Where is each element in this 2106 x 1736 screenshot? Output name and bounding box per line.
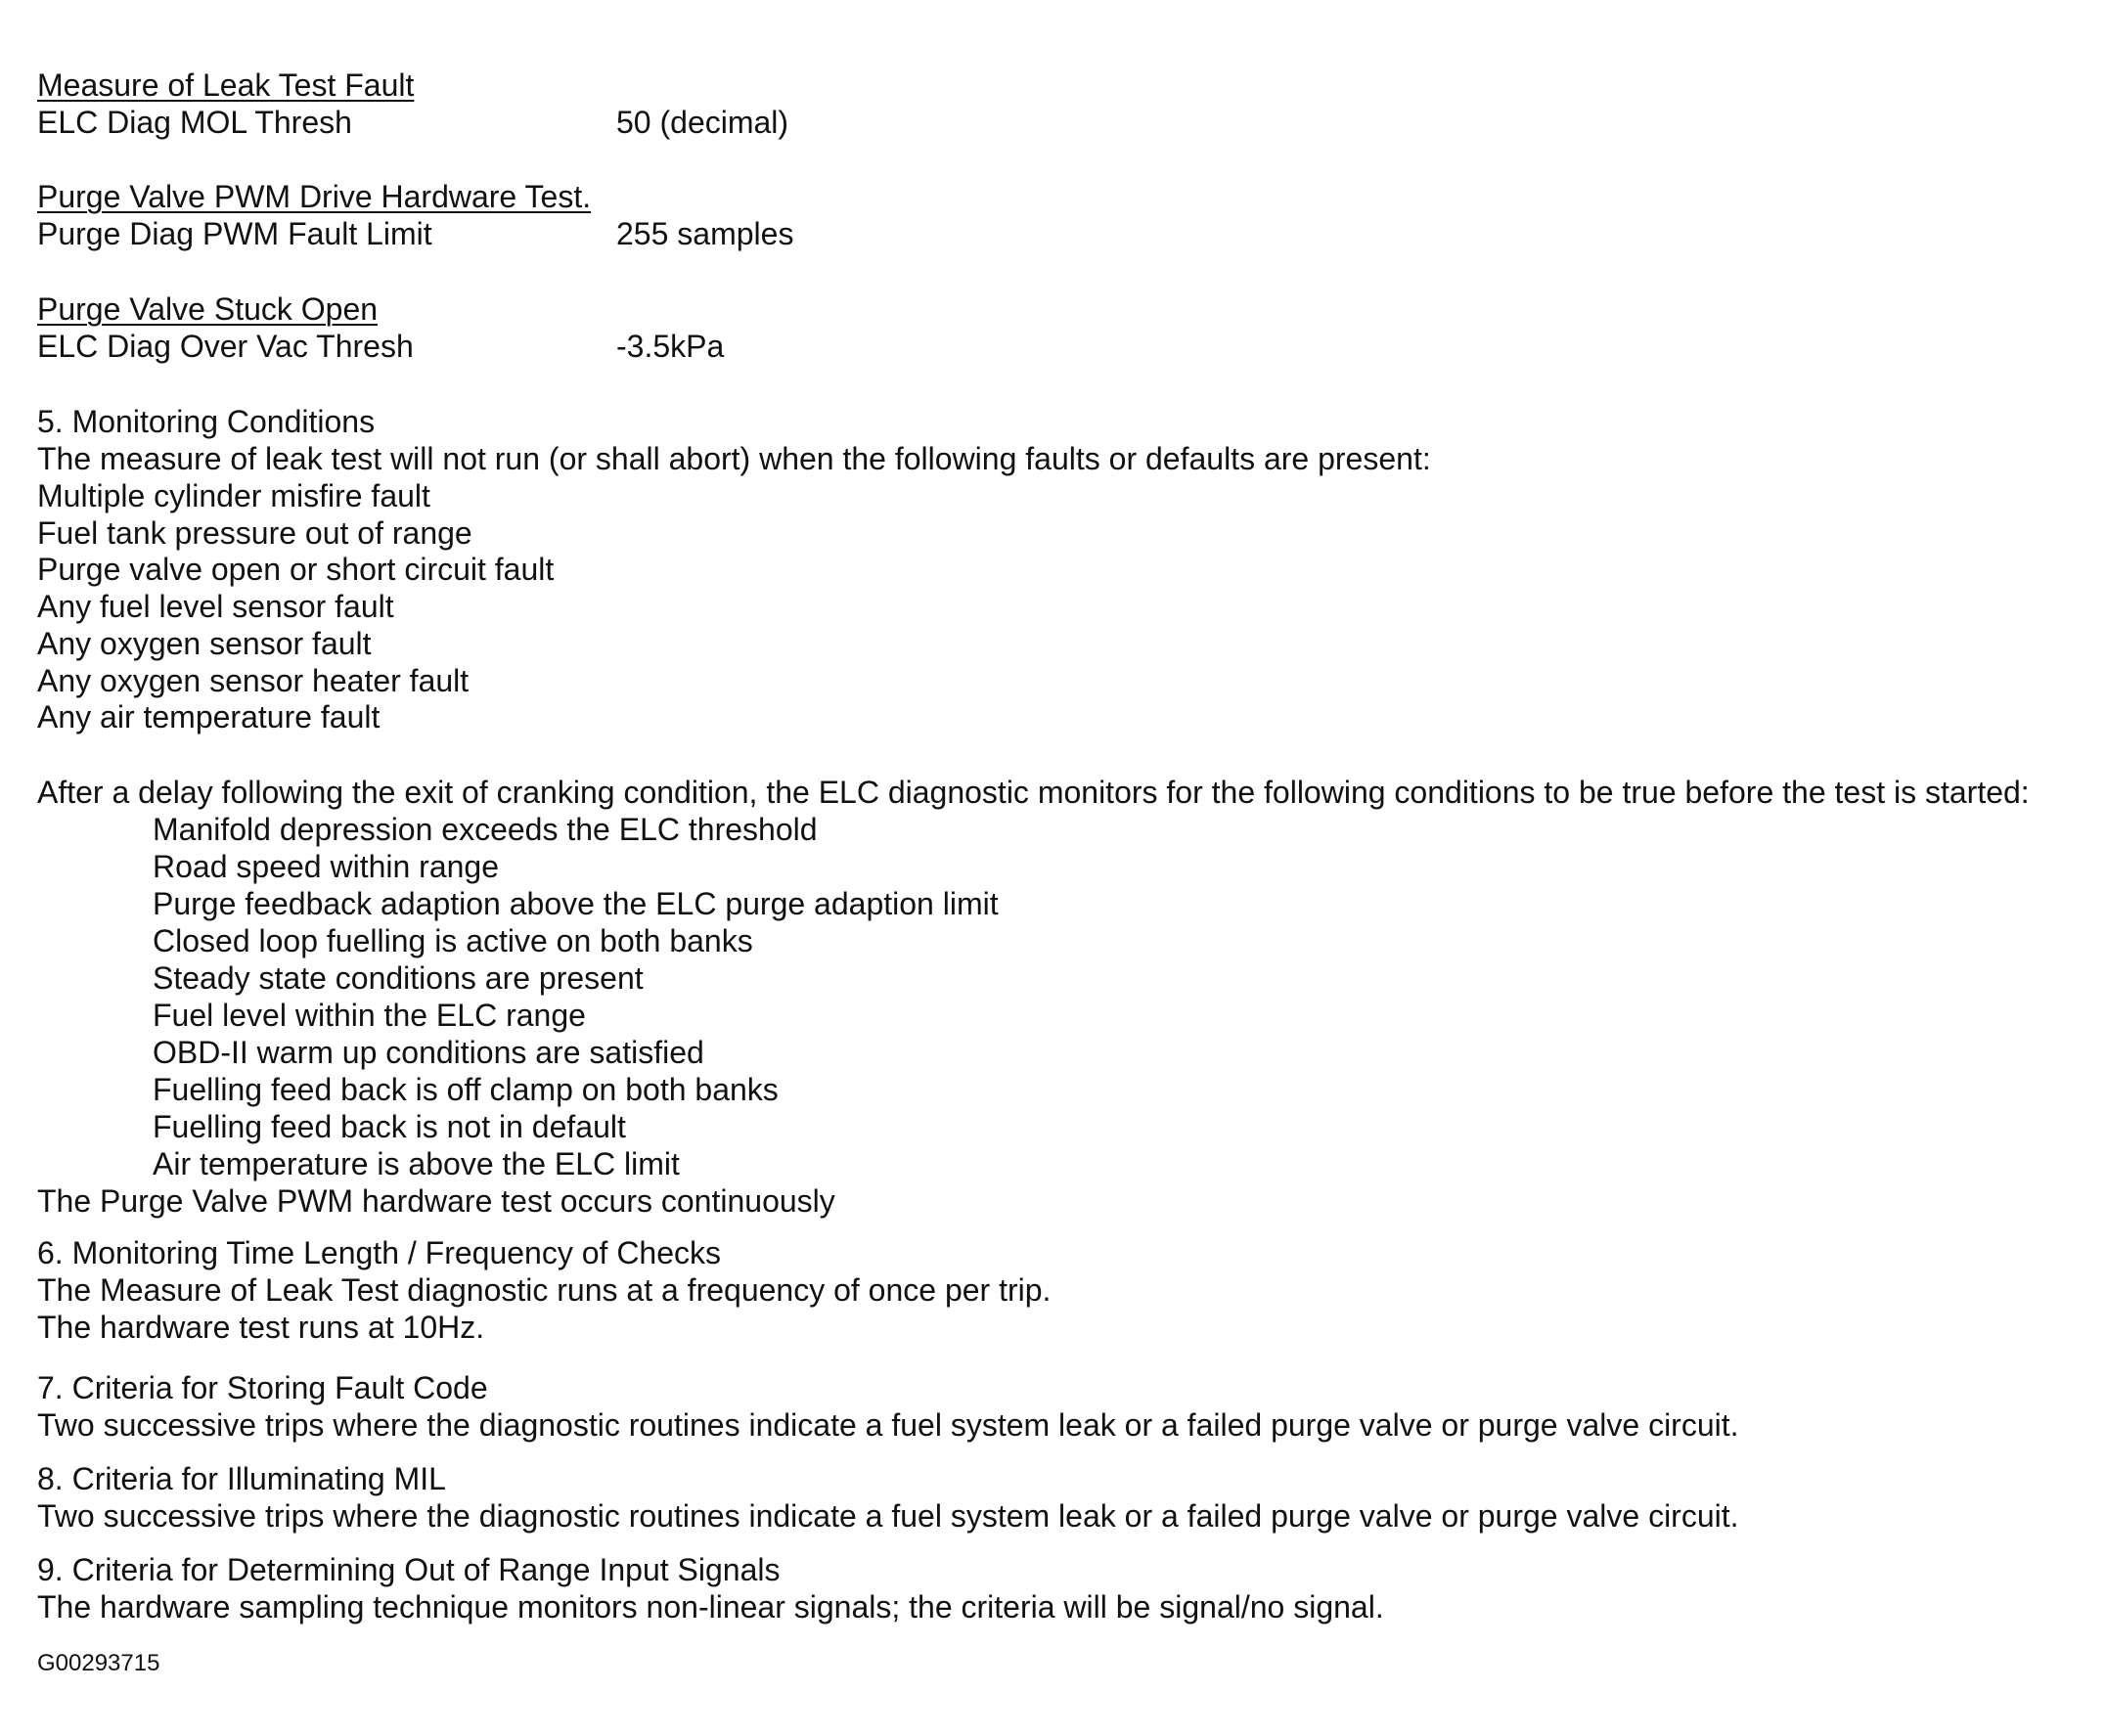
section-8-title: 8. Criteria for Illuminating MIL <box>37 1461 446 1496</box>
condition-item: Closed loop fuelling is active on both banks <box>153 923 753 958</box>
spec-param-mol-thresh: ELC Diag MOL Thresh <box>37 105 352 140</box>
section-5-closing: The Purge Valve PWM hardware test occurs continuously <box>37 1183 835 1219</box>
condition-item: Steady state conditions are present <box>153 960 644 996</box>
section-7-text: Two successive trips where the diagnostic routines indicate a fuel system leak or a failed purge valve or purge valve circuit. <box>37 1407 1739 1443</box>
spec-heading-leak-test: Measure of Leak Test Fault <box>37 67 415 103</box>
spec-value-mol-thresh: 50 (decimal) <box>616 105 789 140</box>
spec-value-over-vac-thresh: -3.5kPa <box>616 329 725 364</box>
fault-item: Multiple cylinder misfire fault <box>37 478 430 513</box>
section-9-title: 9. Criteria for Determining Out of Range Input Signals <box>37 1552 781 1587</box>
spec-value-pwm-fault-limit: 255 samples <box>616 216 794 251</box>
condition-item: Manifold depression exceeds the ELC threshold <box>153 812 818 847</box>
condition-item: Fuelling feed back is not in default <box>153 1109 626 1144</box>
spec-heading-stuck-open: Purge Valve Stuck Open <box>37 291 379 327</box>
fault-item: Fuel tank pressure out of range <box>37 515 472 551</box>
spec-heading-pwm-test: Purge Valve PWM Drive Hardware Test. <box>37 179 592 214</box>
fault-item: Any oxygen sensor fault <box>37 626 372 661</box>
figure-id: G00293715 <box>37 1650 160 1676</box>
spec-param-pwm-fault-limit: Purge Diag PWM Fault Limit <box>37 216 432 251</box>
section-8-text: Two successive trips where the diagnostic routines indicate a fuel system leak or a failed purge valve or purge valve circuit. <box>37 1498 1739 1534</box>
condition-item: OBD-II warm up conditions are satisfied <box>153 1035 704 1070</box>
fault-item: Any air temperature fault <box>37 699 381 734</box>
section-5-delay-intro: After a delay following the exit of cranking condition, the ELC diagnostic monitors for the following conditions to be true before the test is started: <box>37 775 2030 810</box>
condition-item: Air temperature is above the ELC limit <box>153 1146 680 1181</box>
spec-param-over-vac-thresh: ELC Diag Over Vac Thresh <box>37 329 414 364</box>
condition-item: Fuelling feed back is off clamp on both banks <box>153 1072 779 1107</box>
condition-item: Road speed within range <box>153 849 500 884</box>
condition-item: Purge feedback adaption above the ELC purge adaption limit <box>153 886 999 921</box>
fault-item: Any fuel level sensor fault <box>37 589 394 624</box>
section-9-text: The hardware sampling technique monitors non-linear signals; the criteria will be signal/no signal. <box>37 1589 1384 1625</box>
condition-item: Fuel level within the ELC range <box>153 998 586 1033</box>
section-7-title: 7. Criteria for Storing Fault Code <box>37 1370 488 1405</box>
section-5-intro: The measure of leak test will not run (or shall abort) when the following faults or defaults are present: <box>37 441 1431 476</box>
fault-item: Purge valve open or short circuit fault <box>37 552 555 587</box>
fault-item: Any oxygen sensor heater fault <box>37 663 470 698</box>
section-6-line: The hardware test runs at 10Hz. <box>37 1310 485 1345</box>
section-6-title: 6. Monitoring Time Length / Frequency of Checks <box>37 1235 722 1270</box>
section-6-line: The Measure of Leak Test diagnostic runs at a frequency of once per trip. <box>37 1272 1052 1308</box>
section-5-title: 5. Monitoring Conditions <box>37 404 376 439</box>
